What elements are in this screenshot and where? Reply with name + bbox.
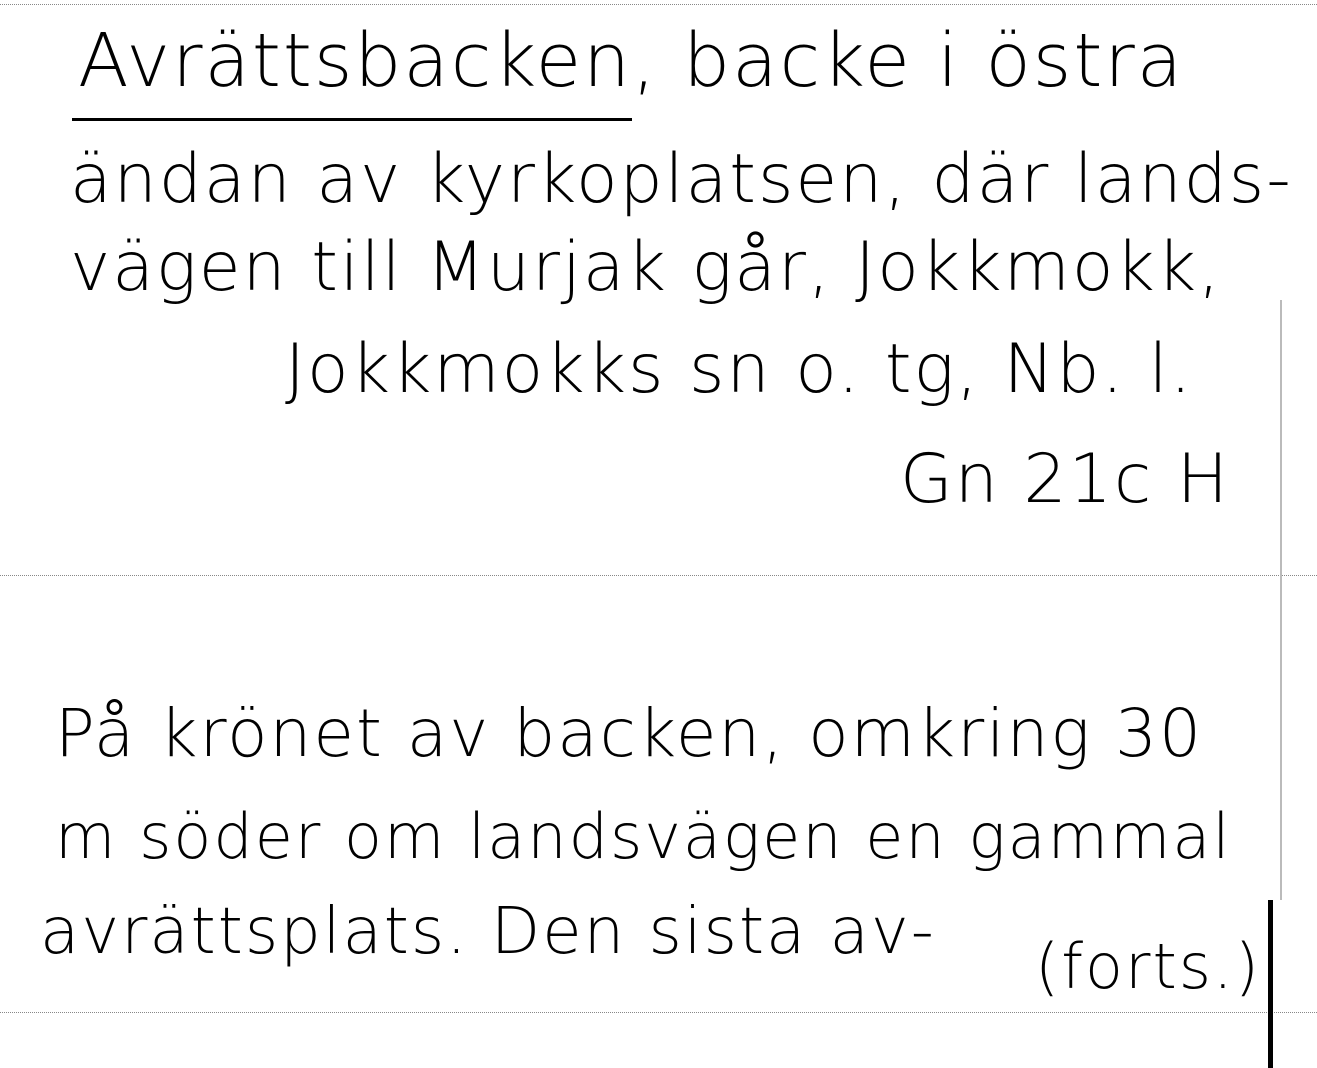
body-line-1: På krönet av backen, omkring 30 (55, 695, 1203, 772)
headword-underline (72, 118, 632, 121)
entry-line-2: ändan av kyrkoplatsen, där lands- (70, 140, 1293, 219)
scan-line (0, 1012, 1317, 1013)
body-line-2: m söder om landsvägen en gammal (55, 800, 1232, 873)
entry-line-1 (78, 18, 1184, 104)
entry-line-4: Jokkmokks sn o. tg, Nb. l. (285, 330, 1194, 409)
headword: Avrättsbacken (78, 18, 633, 104)
map-reference: Gn 21c H (900, 440, 1231, 519)
scan-line (0, 4, 1317, 5)
entry-line-1-rest: , backe i östra (632, 18, 1185, 104)
entry-line-3: vägen till Murjak går, Jokkmokk, (70, 228, 1222, 307)
scan-line (0, 575, 1317, 576)
card-edge-dark (1268, 900, 1273, 1068)
card-edge (1280, 300, 1282, 900)
body-line-3: avrättsplats. Den sista av- (40, 895, 936, 969)
continued-marker: (forts.) (1035, 930, 1261, 1003)
